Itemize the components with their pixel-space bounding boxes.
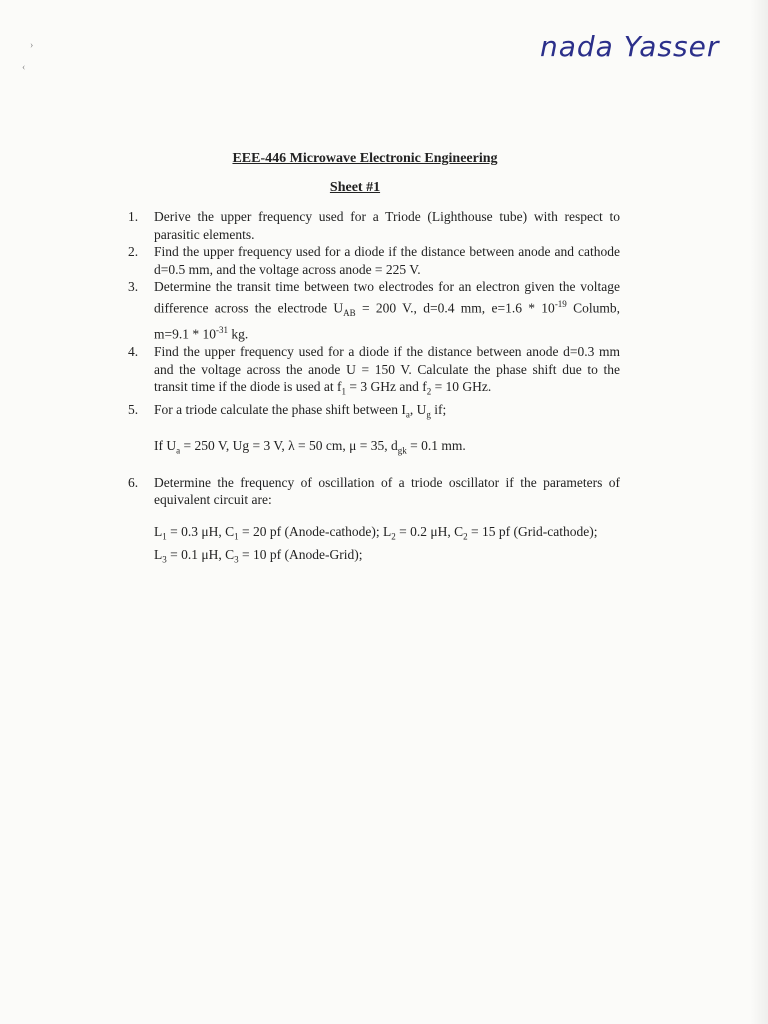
question-number: 1. xyxy=(128,209,139,224)
question-item xyxy=(128,343,620,401)
parameter-line: $L_3 = 0.1$ μH, $C_3 = 10$ pf (Anode-Grid); xyxy=(154,546,363,565)
question-number: 4. xyxy=(128,344,139,360)
scan-speck: ‹ xyxy=(22,62,26,73)
question-item xyxy=(128,208,620,243)
question-number: 6. xyxy=(128,474,139,490)
question-number: 2. xyxy=(128,244,139,259)
question-text: Determine the frequency of oscillation of a triode oscillator if the parameters of equivalent circuit are: xyxy=(154,474,620,508)
question-item xyxy=(128,278,620,343)
question-item xyxy=(128,474,620,509)
document-title: EEE-446 Microwave Electronic Engineering xyxy=(232,151,498,166)
question-list xyxy=(128,208,620,569)
question-text: Find the upper frequency used for a diode if the distance between anode d=0.3 mm and the voltage across the anode U = 150 V. Calculate the phase shift due to the transit time if the diode is used at $f_1 = 3$ GHz and $f_2 = 10$ GHz. xyxy=(154,344,620,397)
handwritten-signature: nada Yasser xyxy=(540,30,720,63)
question-item xyxy=(128,401,620,424)
scan-speck: › xyxy=(30,40,34,51)
question-6-parameters xyxy=(128,523,620,569)
question-text: Derive the upper frequency used for a Triode (Lighthouse tube) with respect to parasitic elements. xyxy=(154,209,620,242)
question-number: 5. xyxy=(128,402,139,418)
sheet-heading: Sheet #1 xyxy=(329,180,381,195)
question-item xyxy=(128,243,620,278)
question-5-parameters: If $U_a = 250$ V, Ug = 3 V, λ = 50 cm, μ = 35, $d_{gk} = 0.1$ mm. xyxy=(154,437,466,456)
parameter-line: $L_1 = 0.3$ μH, $C_1 = 20$ pf (Anode-cathode); $L_2 = 0.2$ μH, $C_2 = 15$ pf (Grid-cathode); xyxy=(154,523,598,542)
question-number: 3. xyxy=(128,279,139,294)
question-text: For a triode calculate the phase shift between $I_a$, $U_g$ if; xyxy=(154,402,447,421)
question-text: Find the upper frequency used for a diode if the distance between anode and cathode d=0.5 mm, and the voltage across anode = 225 V. xyxy=(154,244,620,277)
page-edge-shadow xyxy=(750,0,768,1024)
question-text: Determine the transit time between two electrodes for an electron given the voltage difference across the electrode $U_{AB} = 200$ V., d=0.4 mm, $e=1.6 * 10^{-19}$ Columb, $m=9.1 * 10^{-31}$ kg. xyxy=(154,279,620,342)
